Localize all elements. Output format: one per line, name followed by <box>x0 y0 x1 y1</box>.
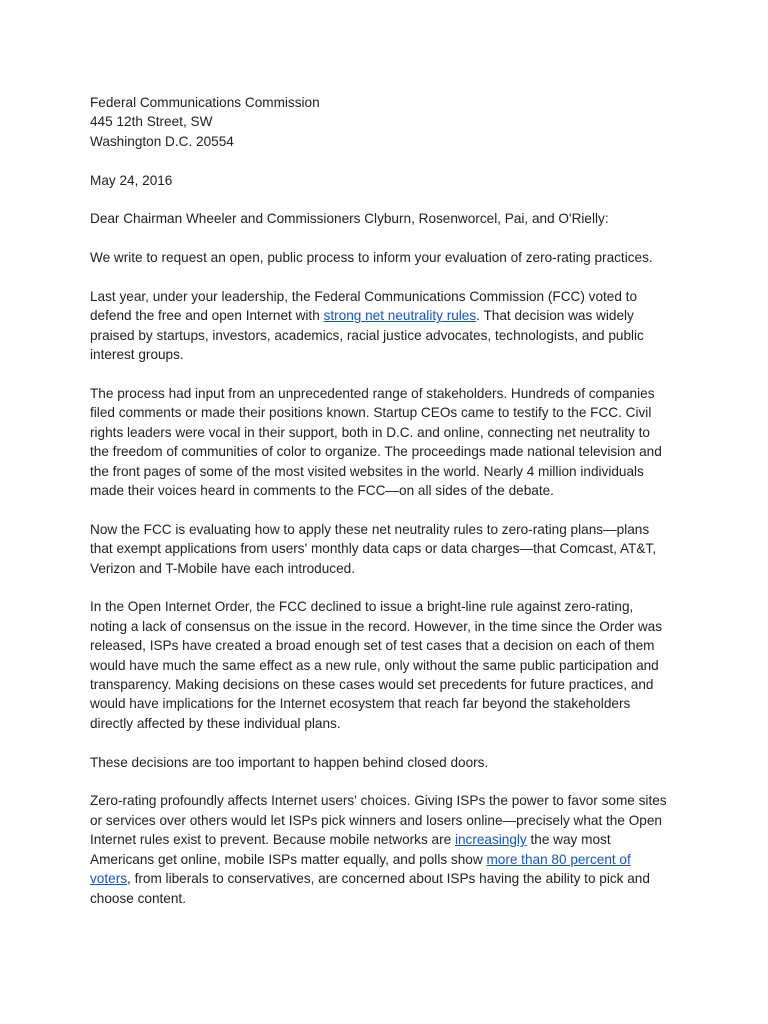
paragraph-line: Zero-rating profoundly affects Internet users' choices. Giving ISPs the power to favor some sites <box>90 793 667 809</box>
paragraph-line: choose content. <box>90 890 186 906</box>
text-fragment: Americans get online, mobile ISPs matter equally, and polls show <box>90 851 487 867</box>
paragraph-line: praised by startups, investors, academics, racial justice advocates, technologists, and public <box>90 327 644 343</box>
net-neutrality-rules-link[interactable]: strong net neutrality rules <box>323 308 477 324</box>
address-line: Federal Communications Commission <box>90 95 320 110</box>
text-fragment: Internet rules exist to prevent. Because mobile networks are <box>90 832 455 848</box>
paragraph-line: We write to request an open, public process to inform your evaluation of zero-rating practices. <box>90 250 653 266</box>
paragraph-users-choices <box>90 791 728 907</box>
text-fragment: the way most <box>526 832 611 848</box>
paragraph-line: would have much the same effect as a new rule, only without the same public participation and <box>90 657 659 673</box>
paragraph-open-internet-order <box>90 597 728 733</box>
paragraph-line: Now the FCC is evaluating how to apply these net neutrality rules to zero-rating plans—plans <box>90 521 650 537</box>
text-fragment: defend the free and open Internet with <box>90 308 324 324</box>
paragraph-line <box>90 850 728 869</box>
voters-link[interactable]: voters <box>90 871 128 887</box>
paragraph-process <box>90 384 728 500</box>
paragraph-line: These decisions are too important to happen behind closed doors. <box>90 754 489 770</box>
date-text: May 24, 2016 <box>90 172 173 188</box>
paragraph-line: interest groups. <box>90 347 184 363</box>
paragraph-line: rights leaders were vocal in their support, both in D.C. and online, connecting net neutrality to <box>90 424 650 440</box>
paragraph-line: transparency. Making decisions on these cases would set precedents for future practices, and <box>90 677 654 693</box>
paragraph-line <box>90 306 728 325</box>
text-fragment: , from liberals to conservatives, are concerned about ISPs having the ability to pick and <box>127 871 650 887</box>
paragraph-line: would have implications for the Internet ecosystem that reach far beyond the stakeholders <box>90 696 631 712</box>
paragraph-line: the front pages of some of the most visited websites in the world. Nearly 4 million individuals <box>90 463 644 479</box>
paragraph-line <box>90 830 728 849</box>
paragraph-closed-doors <box>90 753 728 772</box>
paragraph-line: the freedom of communities of color to organize. The proceedings made national television and <box>90 444 662 460</box>
paragraph-line: made their voices heard in comments to the FCC—on all sides of the debate. <box>90 483 554 499</box>
paragraph-line: Verizon and T-Mobile have each introduced. <box>90 560 355 576</box>
paragraph-line <box>90 869 728 888</box>
paragraph-line: noting a lack of consensus on the issue in the record. However, in the time since the Order was <box>90 618 662 634</box>
letter-date <box>90 171 728 190</box>
paragraph-line: released, ISPs have created a broad enough set of test cases that a decision on each of them <box>90 638 655 654</box>
paragraph-line: In the Open Internet Order, the FCC declined to issue a bright-line rule against zero-rating, <box>90 599 634 615</box>
intro-paragraph <box>90 248 728 267</box>
paragraph-line: Last year, under your leadership, the Federal Communications Commission (FCC) voted to <box>90 289 638 304</box>
poll-percent-link[interactable]: more than 80 percent of <box>486 851 631 867</box>
paragraph-line: directly affected by these individual plans. <box>90 715 341 731</box>
paragraph-line: filed comments or made their positions known. Startup CEOs came to testify to the FCC. Civil <box>90 405 652 421</box>
salutation-text: Dear Chairman Wheeler and Commissioners Clyburn, Rosenworcel, Pai, and O'Rielly: <box>90 211 609 227</box>
address-line: Washington D.C. 20554 <box>90 133 234 149</box>
address-line: 445 12th Street, SW <box>90 114 213 130</box>
paragraph-line: that exempt applications from users' monthly data caps or data charges—that Comcast, AT&T, <box>90 541 656 557</box>
salutation <box>90 209 728 228</box>
paragraph-last-year <box>90 287 728 365</box>
paragraph-line: The process had input from an unprecedented range of stakeholders. Hundreds of companies <box>90 386 655 402</box>
text-fragment: . That decision was widely <box>476 308 634 324</box>
paragraph-zero-rating-evaluation <box>90 520 728 578</box>
recipient-address <box>90 93 728 151</box>
increasingly-link[interactable]: increasingly <box>454 832 527 848</box>
paragraph-line: or services over others would let ISPs pick winners and losers online—precisely what the Open <box>90 812 662 828</box>
